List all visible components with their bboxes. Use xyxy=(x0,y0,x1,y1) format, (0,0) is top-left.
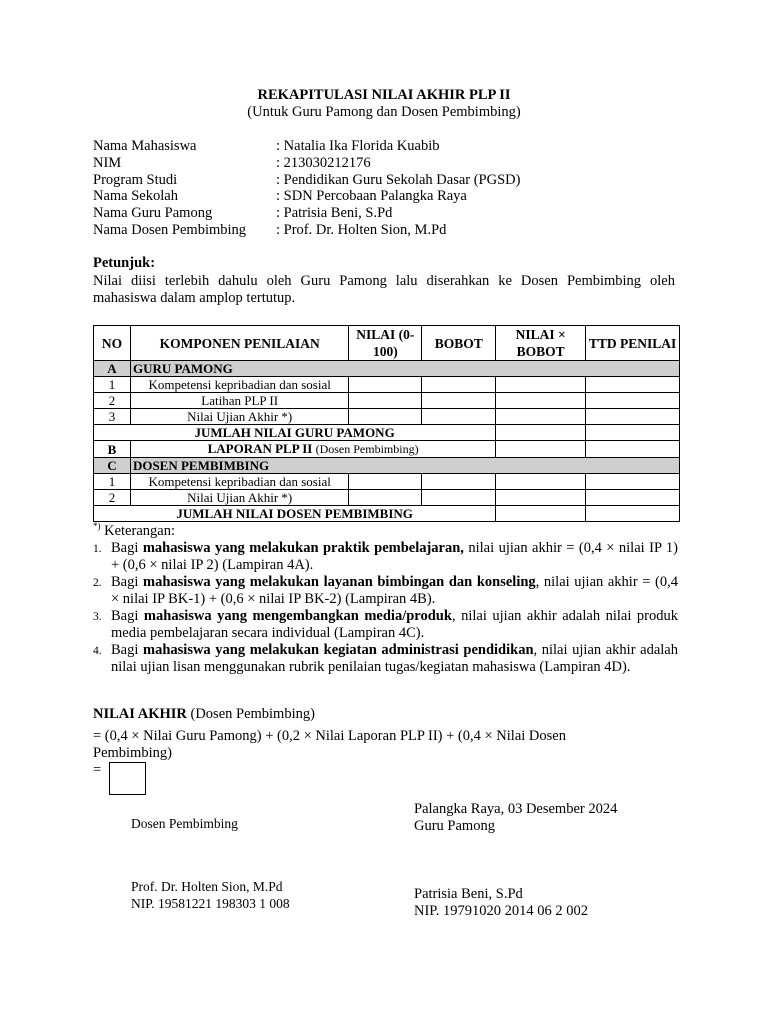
notes-label: Keterangan: xyxy=(104,522,175,539)
col-header-ttd: TTD PENILAI xyxy=(586,326,680,361)
col-header-nilai: NILAI (0-100) xyxy=(349,326,422,361)
table-row xyxy=(94,409,680,425)
info-row xyxy=(93,222,520,239)
info-label: Nama Mahasiswa xyxy=(93,138,197,154)
bobot-cell[interactable] xyxy=(422,474,496,490)
total-row-c xyxy=(94,506,680,522)
col-header-bobot: BOBOT xyxy=(422,326,496,361)
table-row xyxy=(94,393,680,409)
nilai-cell[interactable] xyxy=(349,490,422,506)
section-code: B xyxy=(94,441,131,458)
info-value: : Patrisia Beni, S.Pd xyxy=(276,205,392,222)
note-item xyxy=(93,540,678,573)
note-number: 4. xyxy=(93,645,102,657)
info-row xyxy=(93,155,520,172)
note-bold: mahasiswa yang mengembangkan media/produk xyxy=(143,608,452,624)
row-no: 2 xyxy=(94,393,131,409)
note-pre: Bagi xyxy=(111,608,144,624)
dosen-signature-title: Dosen Pembimbing xyxy=(131,816,238,831)
document-subtitle: (Untuk Guru Pamong dan Dosen Pembimbing) xyxy=(247,104,521,120)
info-row xyxy=(93,172,520,189)
dosen-name: Prof. Dr. Holten Sion, M.Pd xyxy=(131,879,283,894)
info-label: Nama Sekolah xyxy=(93,188,178,205)
ttd-cell[interactable] xyxy=(586,490,680,506)
ttd-cell[interactable] xyxy=(586,441,680,458)
row-no: 2 xyxy=(94,490,131,506)
place-date: Palangka Raya, 03 Desember 2024 xyxy=(414,801,618,817)
note-post: nilai ujian akhir = (0,4 × nilai IP 1) + (0,6 × nilai IP 2) (Lampiran 4A). xyxy=(111,540,678,573)
row-label: Latihan PLP II xyxy=(130,393,348,409)
row-label: Nilai Ujian Akhir *) xyxy=(130,409,348,425)
note-bold: mahasiswa yang melakukan layanan bimbingan dan konseling xyxy=(143,574,536,590)
note-post: , nilai ujian akhir adalah nilai ujian lisan menggunakan rubrik penilaian tugas/kegiatan mahasiswa (Lampiran 4D). xyxy=(111,642,678,675)
info-label: Program Studi xyxy=(93,171,178,188)
info-value: : 213030212176 xyxy=(276,155,371,172)
document-title: REKAPITULASI NILAI AKHIR PLP II xyxy=(257,87,511,103)
ttd-cell[interactable] xyxy=(586,474,680,490)
section-label: DOSEN PEMBIMBING xyxy=(130,458,679,474)
bobot-cell[interactable] xyxy=(422,393,496,409)
nilai-bobot-cell[interactable] xyxy=(496,490,586,506)
total-cell[interactable] xyxy=(496,506,586,522)
row-no: 1 xyxy=(94,377,131,393)
ttd-cell[interactable] xyxy=(586,377,680,393)
info-row xyxy=(93,138,520,155)
section-label xyxy=(130,441,495,458)
nilai-bobot-cell[interactable] xyxy=(496,441,586,458)
col-header-nilai-bobot: NILAI × BOBOT xyxy=(496,326,586,361)
section-row-a xyxy=(94,361,680,377)
section-label-text: LAPORAN PLP II xyxy=(207,441,313,456)
nilai-bobot-cell[interactable] xyxy=(496,377,586,393)
table-header-row xyxy=(94,326,680,361)
ttd-cell[interactable] xyxy=(586,409,680,425)
row-no: 3 xyxy=(94,409,131,425)
note-pre: Bagi xyxy=(111,540,143,556)
info-row xyxy=(93,205,520,222)
info-row xyxy=(93,188,520,205)
info-label: Nama Guru Pamong xyxy=(93,205,213,222)
table-row xyxy=(94,474,680,490)
pamong-signature-title: Guru Pamong xyxy=(414,818,495,834)
grades-table xyxy=(93,325,680,522)
note-bold: mahasiswa yang melakukan kegiatan administrasi pendidikan xyxy=(143,642,534,658)
nilai-cell[interactable] xyxy=(349,393,422,409)
ttd-cell[interactable] xyxy=(586,425,680,441)
section-row-c xyxy=(94,458,680,474)
bobot-cell[interactable] xyxy=(422,409,496,425)
section-row-b xyxy=(94,441,680,458)
col-header-no: NO xyxy=(94,326,131,361)
col-header-komponen: KOMPONEN PENILAIAN xyxy=(130,326,348,361)
row-label: Kompetensi kepribadian dan sosial xyxy=(130,474,348,490)
dosen-nip: NIP. 19581221 198303 1 008 xyxy=(131,896,290,911)
total-label: JUMLAH NILAI DOSEN PEMBIMBING xyxy=(94,506,496,522)
total-cell[interactable] xyxy=(496,425,586,441)
section-note: (Dosen Pembimbing) xyxy=(315,442,419,456)
dosen-signature-block xyxy=(131,878,290,912)
table-row xyxy=(94,490,680,506)
info-value: : Natalia Ika Florida Kuabib xyxy=(276,138,439,155)
section-code: C xyxy=(94,458,131,474)
total-row-a xyxy=(94,425,680,441)
pamong-nip: NIP. 19791020 2014 06 2 002 xyxy=(414,903,589,919)
equals-sign: = xyxy=(93,762,102,778)
section-code: A xyxy=(94,361,131,377)
section-label: GURU PAMONG xyxy=(130,361,679,377)
instructions-text: Nilai diisi terlebih dahulu oleh Guru Pamong lalu diserahkan ke Dosen Pembimbing oleh mahasiswa dalam amplop tertutup. xyxy=(93,273,675,306)
row-no: 1 xyxy=(94,474,131,490)
info-value: : Pendidikan Guru Sekolah Dasar (PGSD) xyxy=(276,172,520,189)
nilai-bobot-cell[interactable] xyxy=(496,393,586,409)
instructions-heading: Petunjuk: xyxy=(93,255,156,271)
final-score-box[interactable] xyxy=(109,762,146,795)
final-score-title: NILAI AKHIR xyxy=(93,706,187,722)
note-number: 3. xyxy=(93,611,102,623)
row-label: Nilai Ujian Akhir *) xyxy=(130,490,348,506)
table-row xyxy=(94,377,680,393)
nilai-bobot-cell[interactable] xyxy=(496,409,586,425)
note-bold: mahasiswa yang melakukan praktik pembelajaran, xyxy=(142,540,464,556)
info-value: : SDN Percobaan Palangka Raya xyxy=(276,188,467,205)
final-score-note: (Dosen Pembimbing) xyxy=(186,706,315,722)
asterisk-mark: *) xyxy=(93,521,101,531)
row-label: Kompetensi kepribadian dan sosial xyxy=(130,377,348,393)
note-pre: Bagi xyxy=(111,574,143,590)
notes-heading xyxy=(93,521,175,540)
pamong-signature-header xyxy=(414,801,617,835)
bobot-cell[interactable] xyxy=(422,490,496,506)
nilai-cell[interactable] xyxy=(349,474,422,490)
info-label: Nama Dosen Pembimbing xyxy=(93,221,247,238)
ttd-cell[interactable] xyxy=(586,506,680,522)
info-value: : Prof. Dr. Holten Sion, M.Pd xyxy=(276,222,446,239)
notes-list xyxy=(93,540,678,676)
pamong-name: Patrisia Beni, S.Pd xyxy=(414,886,523,902)
nilai-cell[interactable] xyxy=(349,377,422,393)
student-info xyxy=(93,138,520,239)
final-score-heading xyxy=(93,706,315,723)
ttd-cell[interactable] xyxy=(586,393,680,409)
total-label: JUMLAH NILAI GURU PAMONG xyxy=(94,425,496,441)
nilai-bobot-cell[interactable] xyxy=(496,474,586,490)
info-label: NIM xyxy=(93,154,122,171)
note-number: 2. xyxy=(93,577,102,589)
bobot-cell[interactable] xyxy=(422,377,496,393)
pamong-signature-block xyxy=(414,886,588,920)
note-item xyxy=(93,608,678,641)
nilai-cell[interactable] xyxy=(349,409,422,425)
note-item xyxy=(93,642,678,675)
note-post: , nilai ujian akhir = (0,4 × nilai IP BK-1) + (0,6 × nilai IP BK-2) (Lampiran 4B). xyxy=(111,574,678,607)
note-post: , nilai ujian akhir adalah nilai produk media pembelajaran secara individual (Lampiran 4C). xyxy=(111,608,678,641)
note-pre: Bagi xyxy=(111,642,143,658)
final-score-formula: = (0,4 × Nilai Guru Pamong) + (0,2 × Nilai Laporan PLP II) + (0,4 × Nilai Dosen Pembimbing) xyxy=(93,728,566,761)
note-number: 1. xyxy=(93,543,102,555)
note-item xyxy=(93,574,678,607)
